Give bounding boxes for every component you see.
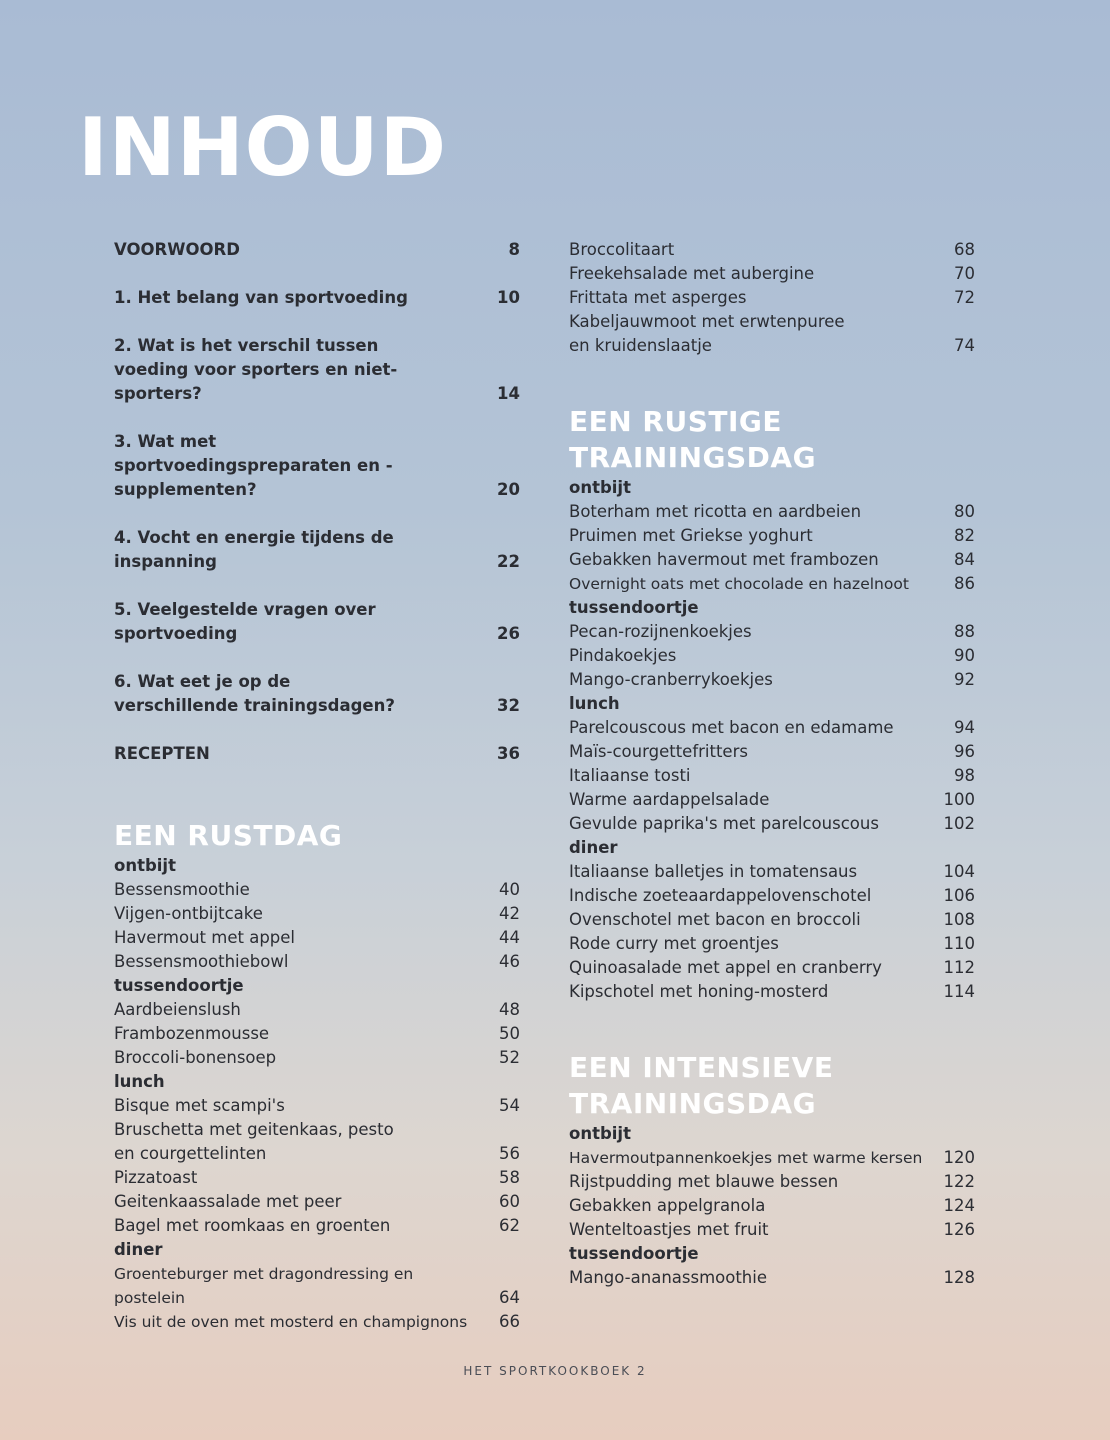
recipe-page: 62 [499, 1216, 520, 1235]
recipe-name: Bruschetta met geitenkaas, pesto en courgettelinten [114, 1120, 394, 1163]
page-title: INHOUD [78, 101, 448, 194]
recipe-entry[interactable] [114, 1166, 520, 1190]
toc-left-column [114, 238, 520, 1334]
recipe-page: 102 [943, 814, 975, 833]
chapter-title: VOORWOORD [114, 240, 240, 259]
recipe-page: 68 [954, 240, 975, 259]
recipe-page: 104 [943, 862, 975, 881]
recipe-name: Bessensmoothie [114, 880, 250, 899]
recipe-entry[interactable] [569, 238, 975, 262]
recipe-page: 52 [499, 1048, 520, 1067]
recipe-entry[interactable] [569, 764, 975, 788]
recipe-page: 90 [954, 646, 975, 665]
recipe-name: Ovenschotel met bacon en broccoli [569, 910, 861, 929]
toc-chapter[interactable] [114, 286, 520, 310]
recipe-entry[interactable] [569, 644, 975, 668]
recipe-page: 124 [943, 1196, 975, 1215]
chapter-title: 3. Wat met sportvoedingspreparaten en -supplementen? [114, 432, 393, 499]
recipe-page: 94 [954, 718, 975, 737]
page-footer: HET SPORTKOOKBOEK 2 [463, 1364, 647, 1378]
recipe-name: Mango-cranberrykoekjes [569, 670, 773, 689]
recipe-entry[interactable] [569, 860, 975, 884]
meal-label: ontbijt [569, 1124, 631, 1143]
recipe-name: Vis uit de oven met mosterd en champignons [114, 1313, 468, 1331]
recipe-page: 84 [954, 550, 975, 569]
recipe-name: Broccolitaart [569, 240, 675, 259]
recipe-entry[interactable] [114, 1022, 520, 1046]
meal-label: diner [569, 838, 618, 857]
recipe-name: Warme aardappelsalade [569, 790, 770, 809]
section-heading-line1: EEN INTENSIEVE [569, 1051, 834, 1084]
section-heading [569, 1050, 975, 1122]
recipe-name: Gebakken appelgranola [569, 1196, 766, 1215]
recipe-page: 86 [954, 574, 975, 593]
toc-chapter[interactable] [114, 238, 520, 262]
meal-label: tussendoortje [114, 976, 244, 995]
recipe-name: Bisque met scampi's [114, 1096, 285, 1115]
recipe-page: 126 [943, 1220, 975, 1239]
recipe-entry[interactable] [114, 998, 520, 1022]
chapter-title: RECEPTEN [114, 744, 210, 763]
chapter-page: 26 [497, 624, 520, 643]
recipe-page: 92 [954, 670, 975, 689]
recipe-name: Rijstpudding met blauwe bessen [569, 1172, 839, 1191]
recipe-entry[interactable] [114, 1310, 520, 1334]
toc-chapter[interactable] [114, 742, 520, 766]
recipe-entry[interactable] [569, 524, 975, 548]
chapter-title: 1. Het belang van sportvoeding [114, 288, 408, 307]
recipe-name: Overnight oats met chocolade en hazelnoot [569, 575, 909, 593]
recipe-entry[interactable] [569, 980, 975, 1004]
recipe-name: Havermout met appel [114, 928, 296, 947]
recipe-entry[interactable] [569, 812, 975, 836]
recipe-entry[interactable] [114, 878, 520, 902]
meal-label: diner [114, 1240, 163, 1259]
meal-label: lunch [114, 1072, 165, 1091]
recipe-page: 98 [954, 766, 975, 785]
recipe-page: 128 [943, 1268, 975, 1287]
recipe-page: 112 [943, 958, 975, 977]
chapter-page: 22 [497, 552, 520, 571]
section-heading-line1: EEN RUSTIGE [569, 405, 783, 438]
meal-label: ontbijt [569, 478, 631, 497]
recipe-name: Boterham met ricotta en aardbeien [569, 502, 862, 521]
recipe-page: 72 [954, 288, 975, 307]
recipe-entry[interactable] [569, 788, 975, 812]
recipe-entry[interactable] [114, 1094, 520, 1118]
recipe-entry[interactable] [114, 950, 520, 974]
recipe-name: Mango-ananassmoothie [569, 1268, 767, 1287]
recipe-entry[interactable] [569, 884, 975, 908]
recipe-name: Gevulde paprika's met parelcouscous [569, 814, 879, 833]
chapter-page: 32 [497, 696, 520, 715]
recipe-page: 64 [499, 1288, 520, 1307]
section-heading-line2: TRAININGSDAG [569, 1087, 817, 1120]
recipe-name: Quinoasalade met appel en cranberry [569, 958, 882, 977]
recipe-name: Vijgen-ontbijtcake [114, 904, 263, 923]
recipe-name: Aardbeienslush [114, 1000, 241, 1019]
recipe-entry[interactable] [569, 1194, 975, 1218]
meal-label: tussendoortje [569, 1244, 699, 1263]
recipe-name: Bagel met roomkaas en groenten [114, 1216, 391, 1235]
recipe-page: 40 [499, 880, 520, 899]
recipe-name: Maïs-courgettefritters [569, 742, 748, 761]
recipe-entry[interactable] [569, 956, 975, 980]
recipe-name: Rode curry met groentjes [569, 934, 779, 953]
recipe-page: 70 [954, 264, 975, 283]
recipe-page: 54 [499, 1096, 520, 1115]
recipe-entry[interactable] [569, 1218, 975, 1242]
recipe-page: 50 [499, 1024, 520, 1043]
toc-right-column [569, 238, 975, 1290]
recipe-entry[interactable] [569, 932, 975, 956]
section-heading: EEN RUSTDAG [114, 819, 343, 852]
recipe-page: 74 [954, 336, 975, 355]
recipe-name: Frittata met asperges [569, 288, 747, 307]
recipe-page: 46 [499, 952, 520, 971]
recipe-name: Pindakoekjes [569, 646, 677, 665]
recipe-entry[interactable] [114, 1262, 520, 1310]
recipe-entry[interactable] [114, 902, 520, 926]
recipe-entry[interactable] [569, 286, 975, 310]
recipe-entry[interactable] [569, 716, 975, 740]
recipe-page: 96 [954, 742, 975, 761]
recipe-name: Kipschotel met honing-mosterd [569, 982, 829, 1001]
toc-chapter[interactable] [114, 598, 520, 646]
recipe-page: 106 [943, 886, 975, 905]
chapter-page: 20 [497, 480, 520, 499]
recipe-entry[interactable] [569, 1146, 975, 1170]
recipe-entry[interactable] [569, 500, 975, 524]
recipe-name: Italiaanse tosti [569, 766, 691, 785]
chapter-title: 4. Vocht en energie tijdens de inspanning [114, 528, 394, 571]
recipe-page: 82 [954, 526, 975, 545]
recipe-entry[interactable] [114, 926, 520, 950]
recipe-entry[interactable] [114, 1118, 520, 1166]
recipe-entry[interactable] [569, 572, 975, 596]
recipe-page: 58 [499, 1168, 520, 1187]
chapter-page: 36 [497, 744, 520, 763]
toc-chapter[interactable] [114, 670, 520, 718]
recipe-entry[interactable] [114, 1214, 520, 1238]
chapter-title: 5. Veelgestelde vragen over sportvoeding [114, 600, 376, 643]
recipe-name: Groenteburger met dragondressing en postelein [114, 1265, 414, 1307]
recipe-entry[interactable] [569, 908, 975, 932]
recipe-page: 44 [499, 928, 520, 947]
toc-chapter[interactable] [114, 526, 520, 574]
recipe-entry[interactable] [114, 1046, 520, 1070]
toc-chapter[interactable] [114, 334, 520, 406]
chapter-title: 6. Wat eet je op de verschillende trainingsdagen? [114, 672, 395, 715]
meal-label: ontbijt [114, 856, 176, 875]
section-heading [569, 404, 975, 476]
recipe-page: 42 [499, 904, 520, 923]
meal-label: tussendoortje [569, 598, 699, 617]
recipe-page: 114 [943, 982, 975, 1001]
recipe-name: Gebakken havermout met frambozen [569, 550, 879, 569]
recipe-page: 120 [943, 1148, 975, 1167]
recipe-page: 56 [499, 1144, 520, 1163]
section-heading-line2: TRAININGSDAG [569, 441, 817, 474]
recipe-page: 48 [499, 1000, 520, 1019]
recipe-entry[interactable] [569, 1170, 975, 1194]
recipe-entry[interactable] [569, 548, 975, 572]
recipe-page: 122 [943, 1172, 975, 1191]
recipe-entry[interactable] [114, 1190, 520, 1214]
recipe-page: 60 [499, 1192, 520, 1211]
chapter-page: 8 [508, 240, 520, 259]
recipe-name: Frambozenmousse [114, 1024, 270, 1043]
recipe-page: 100 [943, 790, 975, 809]
recipe-name: Pizzatoast [114, 1168, 198, 1187]
recipe-entry[interactable] [569, 310, 975, 358]
recipe-name: Kabeljauwmoot met erwtenpuree en kruidenslaatje [569, 312, 845, 355]
recipe-name: Bessensmoothiebowl [114, 952, 289, 971]
recipe-name: Freekehsalade met aubergine [569, 264, 815, 283]
recipe-page: 66 [499, 1312, 520, 1331]
recipe-name: Broccoli-bonensoep [114, 1048, 277, 1067]
recipe-name: Pecan-rozijnenkoekjes [569, 622, 752, 641]
recipe-name: Pruimen met Griekse yoghurt [569, 526, 813, 545]
meal-label: lunch [569, 694, 620, 713]
recipe-page: 88 [954, 622, 975, 641]
recipe-entry[interactable] [569, 1266, 975, 1290]
recipe-name: Havermoutpannenkoekjes met warme kersen [569, 1149, 923, 1167]
recipe-entry[interactable] [569, 262, 975, 286]
recipe-page: 108 [943, 910, 975, 929]
chapter-title: 2. Wat is het verschil tussen voeding voor sporters en niet-sporters? [114, 336, 398, 403]
chapter-page: 10 [497, 288, 520, 307]
recipe-entry[interactable] [569, 668, 975, 692]
recipe-name: Italiaanse balletjes in tomatensaus [569, 862, 858, 881]
toc-chapter[interactable] [114, 430, 520, 502]
recipe-name: Parelcouscous met bacon en edamame [569, 718, 894, 737]
recipe-name: Geitenkaassalade met peer [114, 1192, 342, 1211]
recipe-page: 80 [954, 502, 975, 521]
recipe-name: Wenteltoastjes met fruit [569, 1220, 769, 1239]
recipe-name: Indische zoeteaardappelovenschotel [569, 886, 872, 905]
recipe-entry[interactable] [569, 620, 975, 644]
chapter-page: 14 [497, 384, 520, 403]
recipe-entry[interactable] [569, 740, 975, 764]
recipe-page: 110 [943, 934, 975, 953]
